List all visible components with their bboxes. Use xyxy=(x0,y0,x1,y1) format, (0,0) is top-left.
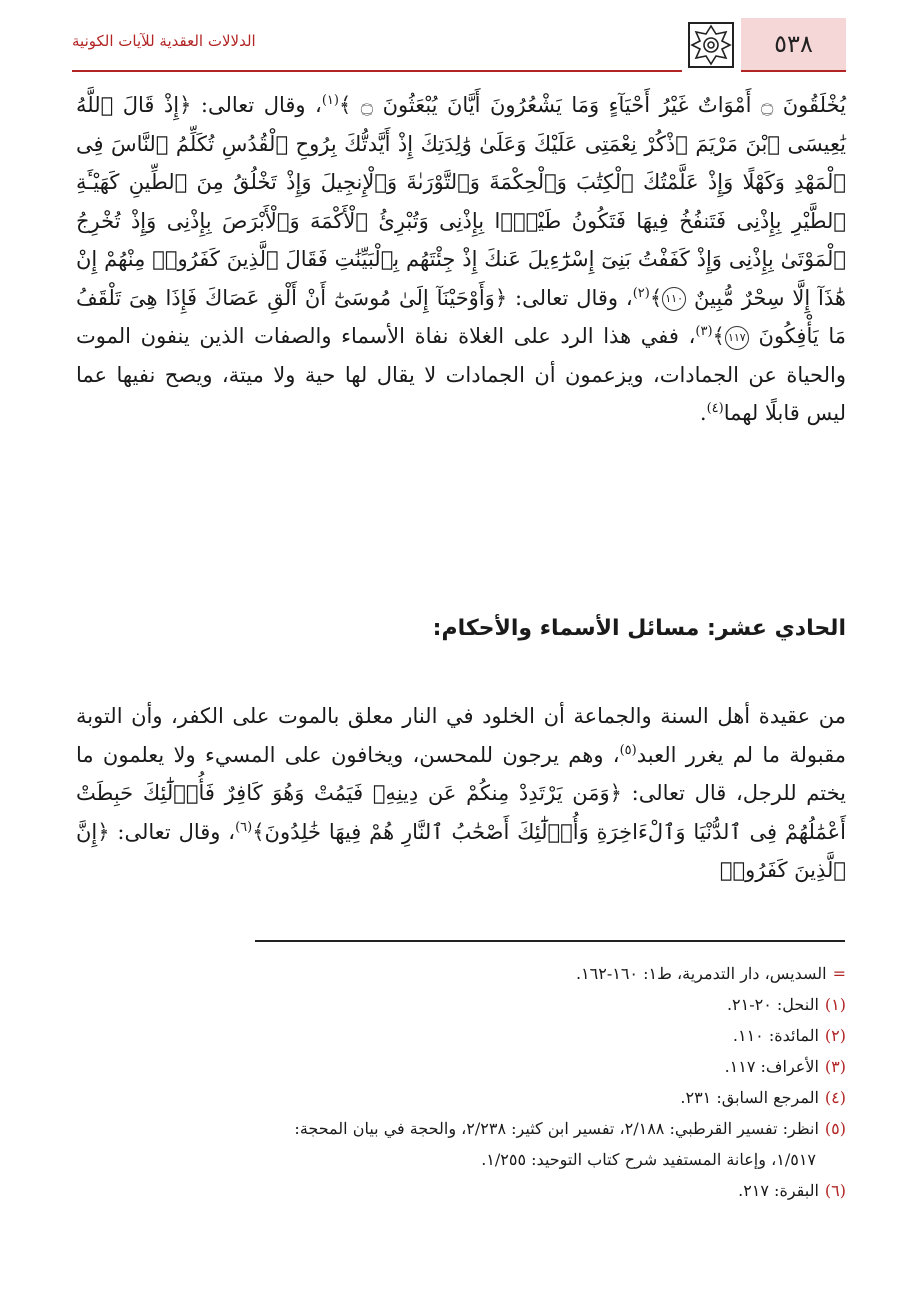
body-text: ، ففي هذا الرد على الغلاة نفاة الأسماء والصفات الذين ينفون الموت والحياة عن الجمادات، ويزعمون أن الجمادات لا يقال لها حية ولا ميتة، ويصح نفيها عما ليس قابلًا لهما xyxy=(76,324,846,425)
footnote-ref: (٣) xyxy=(695,324,713,339)
footnote-item xyxy=(76,1082,846,1113)
quran-brace-close: ﴾ xyxy=(712,324,725,348)
footnote-text: البقرة: ٢١٧. xyxy=(738,1181,819,1200)
footnotes xyxy=(76,958,846,1206)
second-paragraph xyxy=(76,676,846,911)
footnote-text: النحل: ٢٠-٢١. xyxy=(726,995,819,1014)
footnote-ref: (٢) xyxy=(632,285,650,301)
body-text: من عقيدة أهل السنة والجماعة أن الخلود في النار معلق بالموت على الكفر، وأن التوبة مقبولة ما لم يغرر العبد xyxy=(76,704,846,767)
footnote-number: = xyxy=(832,964,846,983)
footnote-ref: (٥) xyxy=(619,742,637,758)
footnote-number: (٦) xyxy=(824,1181,846,1200)
footnote-number: (٣) xyxy=(824,1057,846,1076)
footnote-text-continued: ١/٥١٧، وإعانة المستفيد شرح كتاب التوحيد: ١/٢٥٥. xyxy=(481,1150,816,1169)
body-text: ، وقال تعالى: xyxy=(200,93,322,117)
quran-verse: وَأَوْحَيْنَآ إِلَىٰ مُوسَىٰٓ أَنْ أَلْقِ عَصَاكَ فَإِذَا هِىَ تَلْقَفُ مَا يَأْفِكُونَ xyxy=(76,285,846,348)
footnote-text: السديس، دار التدمرية، ط١: ١٦٠-١٦٢. xyxy=(575,964,827,983)
running-title-text: الدلالات العقدية للآيات الكونية xyxy=(72,32,256,50)
quran-verse: إِذْ قَالَ ٱللَّهُ يَٰعِيسَى ٱبْنَ مَرْيَمَ ٱذْكُرْ نِعْمَتِى عَلَيْكَ وَعَلَىٰ وَٰلِدَتِكَ إِذْ أَيَّدتُّكَ بِرُوحِ ٱلْقُدُسِ تُكَلِّمُ ٱلنَّاسَ فِى ٱلْمَهْدِ وَكَهْلًا وَإِذْ عَلَّمْتُكَ ٱلْكِتَٰبَ وَٱلْحِكْمَةَ وَٱلتَّوْرَىٰةَ وَٱلْإِنجِيلَ وَإِذْ تَخْلُقُ مِنَ ٱلطِّينِ كَهَيْـَٔةِ ٱلطَّيْرِ بِإِذْنِى فَتَنفُخُ فِيهَا فَتَكُونُ طَيْرًۢا بِإِذْنِى وَتُبْرِئُ ٱلْأَكْمَهَ وَٱلْأَبْرَصَ بِإِذْنِى وَإِذْ تُخْرِجُ ٱلْمَوْتَىٰ بِإِذْنِى وَإِذْ كَفَفْتُ بَنِىٓ إِسْرَٰٓءِيلَ عَنكَ إِذْ جِئْتَهُم بِٱلْبَيِّنَٰتِ فَقَالَ ٱلَّذِينَ كَفَرُوا۟ مِنْهُمْ إِنْ هَٰذَآ إِلَّا سِحْرٌ مُّبِينٌ xyxy=(76,93,846,310)
ayah-number-marker: ١١٧ xyxy=(725,326,749,350)
body-text: ، وقال تعالى: xyxy=(515,285,633,310)
footnote-ref: (١) xyxy=(321,93,339,108)
body-text: ، وقال تعالى: xyxy=(117,819,236,844)
page-number-box xyxy=(741,18,846,72)
quran-verse: وَمَن يَرْتَدِدْ مِنكُمْ عَن دِينِهِۦ فَيَمُتْ وَهُوَ كَافِرٌ فَأُو۟لَٰٓئِكَ حَبِطَتْ أَعْمَٰلُهُمْ فِى ٱلدُّنْيَا وَٱلْءَاخِرَةِ وَأُو۟لَٰٓئِكَ أَصْحَٰبُ ٱلنَّارِ هُمْ فِيهَا خَٰلِدُونَ xyxy=(76,781,846,844)
quran-brace-open: ﴿ xyxy=(97,819,110,844)
footnote-text: الأعراف: ١١٧. xyxy=(724,1057,819,1076)
footnote-number: (١) xyxy=(824,995,846,1014)
footnote-number: (٥) xyxy=(824,1119,846,1138)
footnote-item xyxy=(76,1051,846,1082)
footnote-ref: (٦) xyxy=(235,819,253,835)
footnote-item xyxy=(76,958,846,989)
footnote-text: المرجع السابق: ٢٣١. xyxy=(680,1088,819,1107)
quran-brace-close: ﴾ xyxy=(338,93,352,117)
quran-brace-close: ﴾ xyxy=(252,819,265,844)
running-title xyxy=(72,32,682,72)
footnote-number: (٢) xyxy=(824,1026,846,1045)
quran-brace-close: ﴾ xyxy=(649,285,663,310)
footnote-item xyxy=(76,1175,846,1206)
section-heading: الحادي عشر: مسائل الأسماء والأحكام: xyxy=(432,616,846,641)
footnote-item xyxy=(76,1020,846,1051)
page-header xyxy=(72,18,846,72)
footnote-text: انظر: تفسير القرطبي: ٢/١٨٨، تفسير ابن كثير: ٢/٢٣٨، والحجة في بيان المحجة: xyxy=(294,1119,819,1138)
footnote-item xyxy=(76,1113,846,1175)
quran-verse: إِنَّ ٱلَّذِينَ كَفَرُوا۟ xyxy=(76,819,846,882)
body-text: . xyxy=(699,401,707,425)
quran-brace-open: ﴿ xyxy=(609,781,622,805)
quran-brace-open: ﴿ xyxy=(179,93,192,117)
ornament-icon xyxy=(688,22,734,68)
page-number: ٥٣٨ xyxy=(774,30,813,58)
body-text: ، وهم يرجون للمحسن، ويخافون على المسيء ولا يعلمون ما يختم للرجل، قال تعالى: xyxy=(76,742,847,805)
footnote-divider xyxy=(255,940,845,942)
footnote-item xyxy=(76,989,846,1020)
quran-verse: يُخْلَقُونَ ۝ أَمْوَاتٌ غَيْرُ أَحْيَآءٍ وَمَا يَشْعُرُونَ أَيَّانَ يُبْعَثُونَ ۝ xyxy=(360,93,846,117)
ayah-number-marker: ١١٠ xyxy=(662,287,686,311)
main-paragraph xyxy=(76,86,846,433)
footnote-text: المائدة: ١١٠. xyxy=(732,1026,819,1045)
footnote-number: (٤) xyxy=(824,1088,846,1107)
quran-brace-open: ﴿ xyxy=(494,285,508,310)
footnote-ref: (٤) xyxy=(706,401,724,416)
